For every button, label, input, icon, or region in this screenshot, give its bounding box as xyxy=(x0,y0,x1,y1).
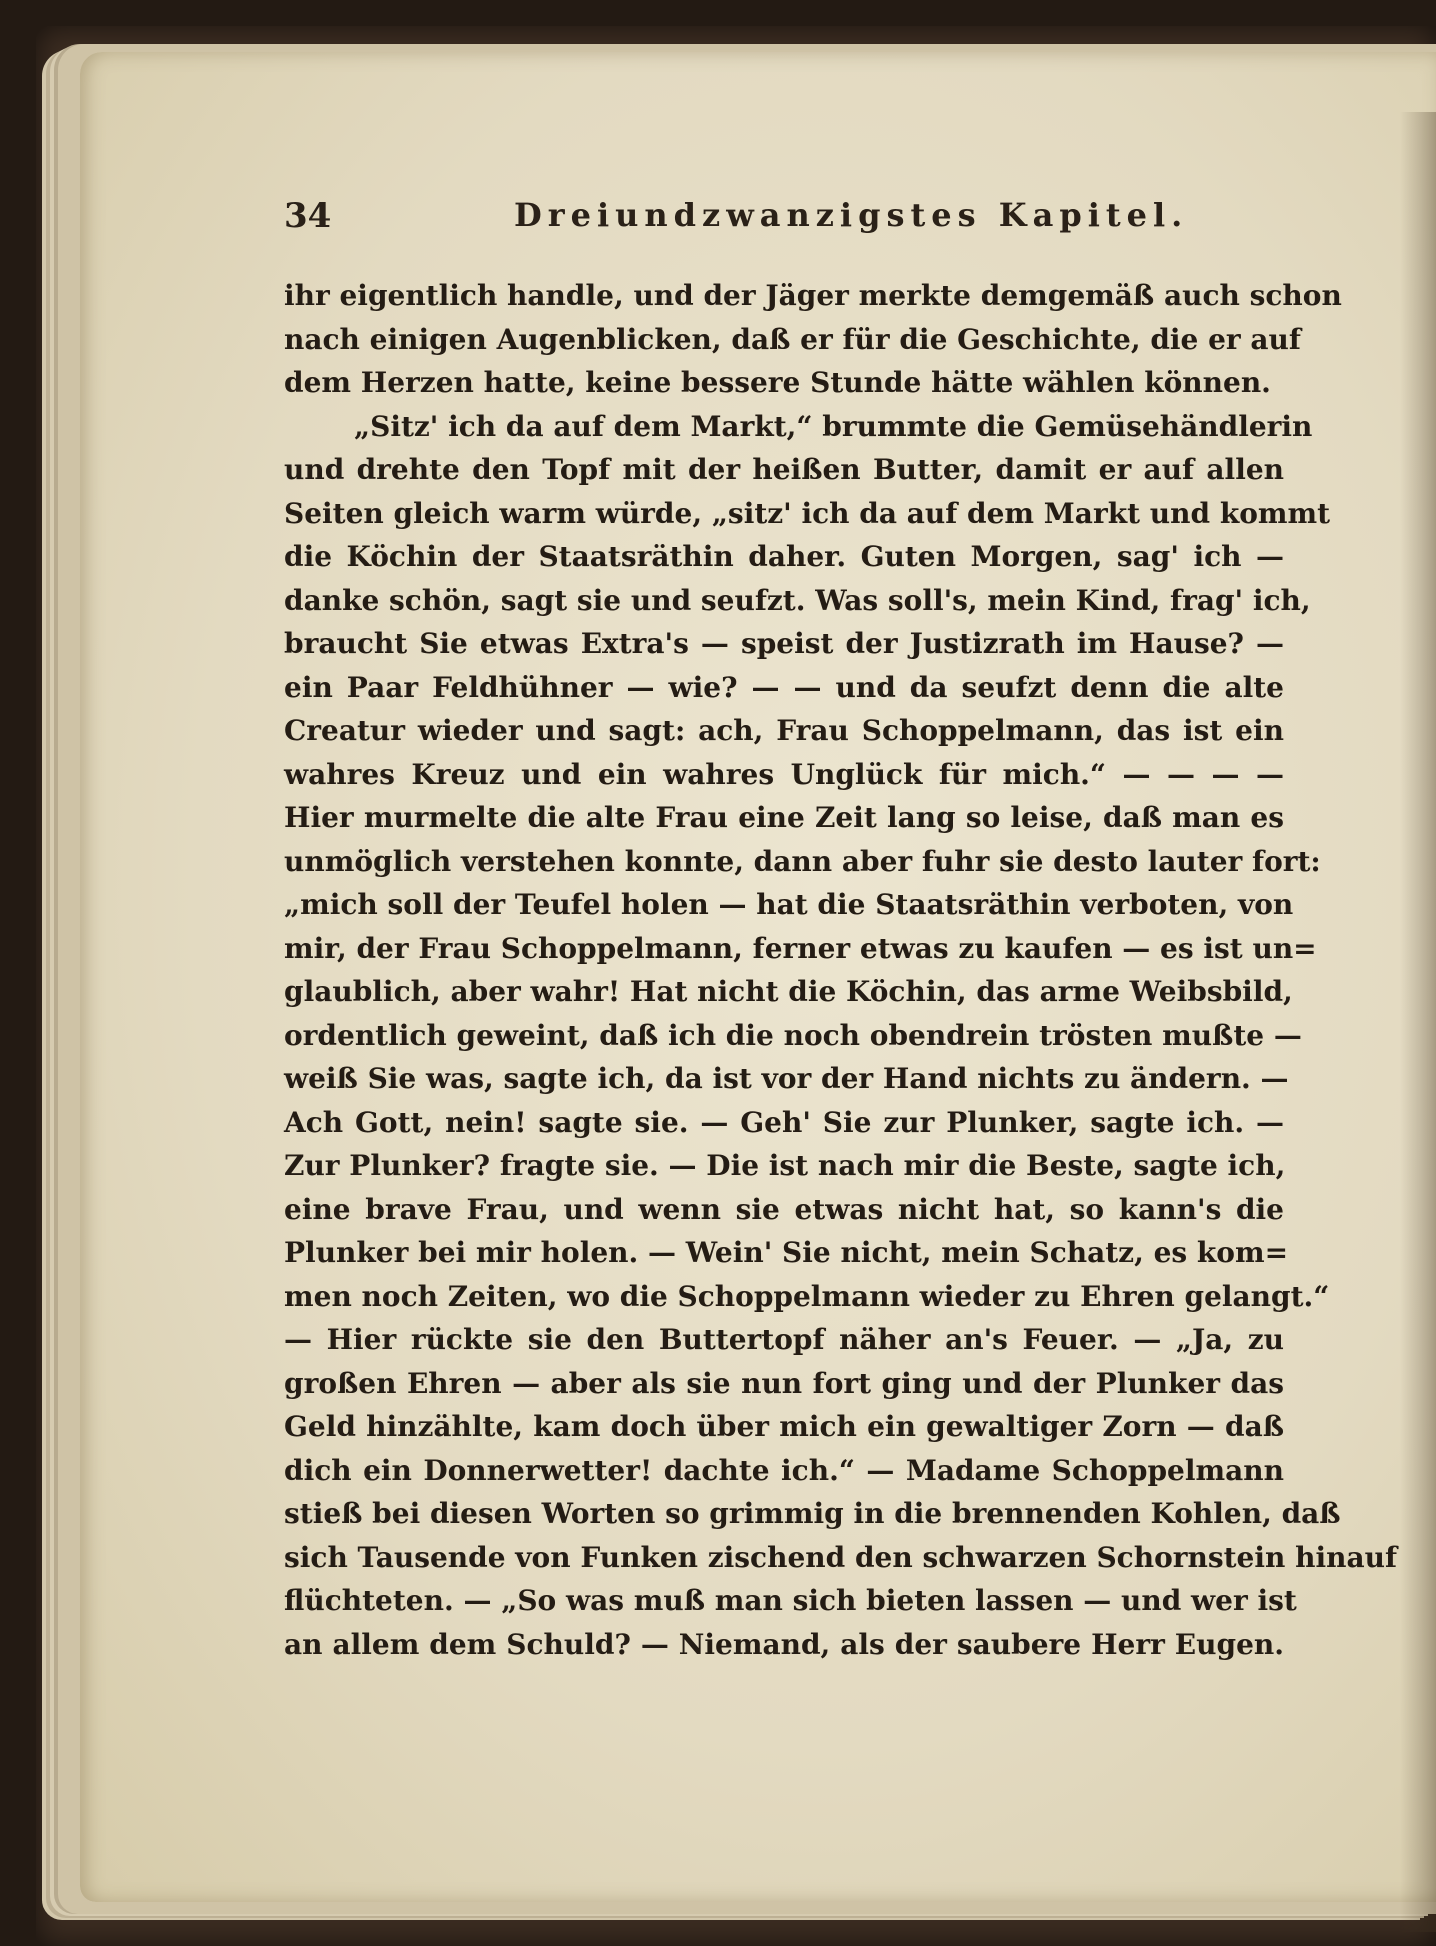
gutter-shadow xyxy=(1400,112,1436,1932)
text-line: weiß Sie was, sagte ich, da ist vor der Hand nichts zu ändern. — xyxy=(284,1062,1289,1095)
text-line: Plunker bei mir holen. — Wein' Sie nicht, mein Schatz, es kom= xyxy=(284,1236,1289,1269)
running-head xyxy=(284,196,1284,246)
text-line: Seiten gleich warm würde, „sitz' ich da auf dem Markt und kommt xyxy=(284,496,1331,530)
text-line: dich ein Donnerwetter! dachte ich.“ — Madame Schoppelmann xyxy=(284,1453,1284,1487)
text-line: unmöglich verstehen konnte, dann aber fuhr sie desto lauter fort: xyxy=(284,844,1321,878)
text-line: an allem dem Schuld? — Niemand, als der saubere Herr Eugen. xyxy=(284,1627,1284,1661)
page-number: 34 xyxy=(284,196,332,236)
chapter-title: Dreiundzwanzigstes Kapitel. xyxy=(514,196,1189,234)
text-line: flüchteten. — „So was muß man sich bieten lassen — und wer ist xyxy=(284,1584,1297,1617)
text-line: ihr eigentlich handle, und der Jäger merkte demgemäß auch schon xyxy=(284,279,1342,312)
text-line: Ach Gott, nein! sagte sie. — Geh' Sie zur Plunker, sagte ich. — xyxy=(284,1105,1284,1139)
text-line: stieß bei diesen Worten so grimmig in die brennenden Kohlen, daß xyxy=(284,1497,1341,1530)
text-line: Geld hinzählte, kam doch über mich ein gewaltiger Zorn — daß xyxy=(284,1410,1284,1443)
text-line: dem Herzen hatte, keine bessere Stunde hätte wählen können. xyxy=(284,366,1271,399)
text-line: die Köchin der Staatsräthin daher. Guten Morgen, sag' ich — xyxy=(284,540,1284,573)
body-text xyxy=(284,274,1398,1666)
text-line: ein Paar Feldhühner — wie? — — und da seufzt denn die alte xyxy=(284,670,1284,704)
text-line: „Sitz' ich da auf dem Markt,“ brummte die Gemüsehändlerin xyxy=(354,409,1313,443)
text-line: Hier murmelte die alte Frau eine Zeit lang so leise, daß man es xyxy=(284,801,1284,834)
text-line: nach einigen Augenblicken, daß er für die Geschichte, die er auf xyxy=(284,322,1301,356)
text-line: großen Ehren — aber als sie nun fort ging und der Plunker das xyxy=(284,1366,1284,1400)
text-line: ordentlich geweint, daß ich die noch obendrein trösten mußte — xyxy=(284,1018,1302,1052)
text-line: eine brave Frau, und wenn sie etwas nicht hat, so kann's die xyxy=(284,1192,1284,1226)
text-line: sich Tausende von Funken zischend den schwarzen Schornstein hinauf xyxy=(284,1540,1398,1574)
text-line: Creatur wieder und sagt: ach, Frau Schoppelmann, das ist ein xyxy=(284,714,1284,747)
text-line: braucht Sie etwas Extra's — speist der Justizrath im Hause? — xyxy=(284,627,1284,660)
text-line: mir, der Frau Schoppelmann, ferner etwas zu kaufen — es ist un= xyxy=(284,931,1317,965)
text-line: glaublich, aber wahr! Hat nicht die Köchin, das arme Weibsbild, xyxy=(284,975,1293,1008)
text-line: Zur Plunker? fragte sie. — Die ist nach mir die Beste, sagte ich, xyxy=(284,1149,1286,1182)
text-line: danke schön, sagt sie und seufzt. Was soll's, mein Kind, frag' ich, xyxy=(284,583,1311,617)
text-line: wahres Kreuz und ein wahres Unglück für mich.“ — — — — xyxy=(284,757,1284,791)
text-line: — Hier rückte sie den Buttertopf näher an's Feuer. — „Ja, zu xyxy=(284,1323,1284,1356)
text-line: und drehte den Topf mit der heißen Butter, damit er auf allen xyxy=(284,453,1284,486)
text-line: „mich soll der Teufel holen — hat die Staatsräthin verboten, von xyxy=(284,888,1294,921)
text-line: men noch Zeiten, wo die Schoppelmann wieder zu Ehren gelangt.“ xyxy=(284,1279,1330,1313)
